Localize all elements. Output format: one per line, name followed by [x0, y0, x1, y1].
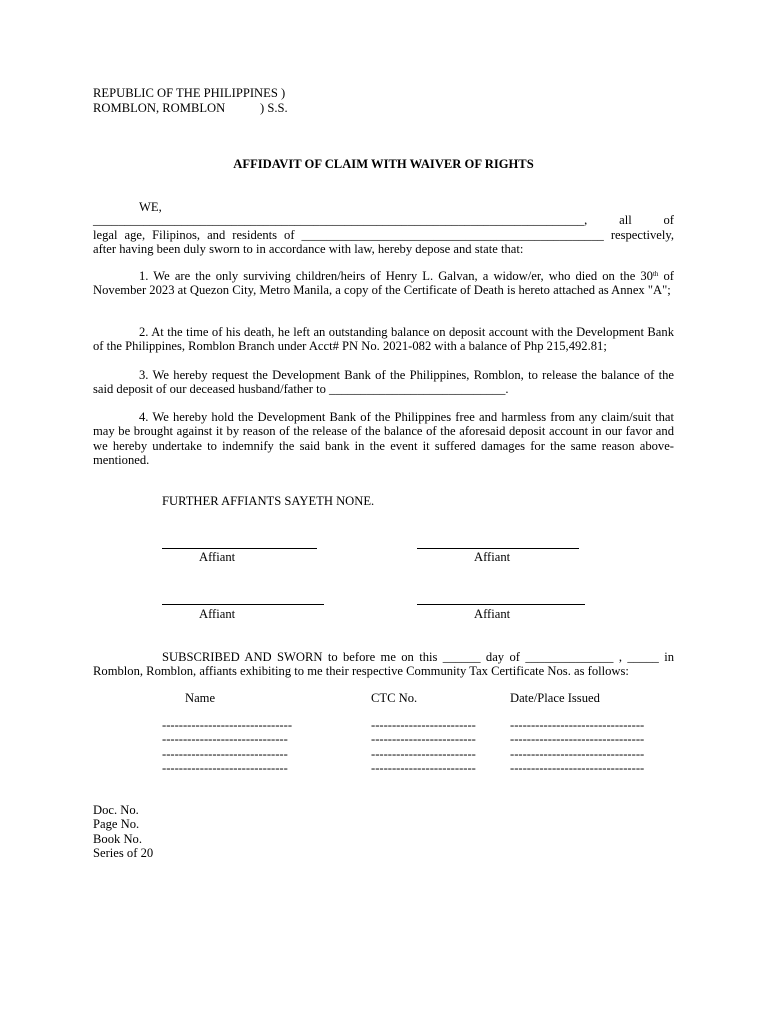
paragraph-2: 2. At the time of his death, he left an outstanding balance on deposit account with the Development Bank of the Philippines, Romblon Branch under Acct# PN No. 2021-082 with a balance of Php 215,492.81;: [93, 325, 674, 354]
ctc-header-ctc-no: CTC No.: [371, 691, 418, 705]
subscribed-line-2: Romblon, Romblon, affiants exhibiting to me their respective Community Tax Certificate Nos. as follows:: [93, 664, 629, 678]
table-row-2-date: --------------------------------: [510, 732, 645, 746]
notary-series: Series of 20: [93, 846, 154, 860]
paragraph-3: 3. We hereby request the Development Bank of the Philippines, Romblon, to release the balance of the said deposit of our deceased husband/father to ____________________________.: [93, 368, 674, 397]
table-row-4-name: ------------------------------: [162, 761, 288, 775]
table-row-3-ctc: -------------------------: [371, 747, 476, 761]
table-row-2-ctc: -------------------------: [371, 732, 476, 746]
table-row-2-name: ------------------------------: [162, 732, 288, 746]
intro-sworn-line: after having been duly sworn to in accordance with law, hereby depose and state that:: [93, 242, 524, 256]
intro-we: WE,: [139, 200, 162, 214]
table-row-3-name: ------------------------------: [162, 747, 288, 761]
table-row-4-ctc: -------------------------: [371, 761, 476, 775]
notary-doc-no: Doc. No.: [93, 803, 139, 817]
table-row-1-date: --------------------------------: [510, 718, 645, 732]
table-row-1-ctc: -------------------------: [371, 718, 476, 732]
ctc-header-date-place: Date/Place Issued: [510, 691, 600, 705]
affiant-signature-line-2: [417, 548, 579, 549]
affiant-signature-line-4: [417, 604, 585, 605]
ctc-header-name: Name: [185, 691, 216, 705]
paragraph-4: 4. We hereby hold the Development Bank of the Philippines free and harmless from any claim/suit that may be brought against it by reason of the release of the balance of the aforesaid deposit account in our favor and we hereby undertake to indemnify the said bank in the event it suffered damages for the same reason above-mentioned.: [93, 410, 674, 468]
table-row-4-date: --------------------------------: [510, 761, 645, 775]
further-affiants: FURTHER AFFIANTS SAYETH NONE.: [162, 494, 375, 508]
header-ss: ) S.S.: [260, 101, 288, 115]
affiant-label-4: Affiant: [474, 607, 511, 621]
affiant-label-2: Affiant: [474, 550, 511, 564]
header-republic: REPUBLIC OF THE PHILIPPINES ): [93, 86, 286, 100]
table-row-1-name: -------------------------------: [162, 718, 293, 732]
notary-book-no: Book No.: [93, 832, 142, 846]
intro-names-line: ______________________________________________________________________________, all of: [93, 213, 674, 227]
notary-page-no: Page No.: [93, 817, 140, 831]
affiant-signature-line-1: [162, 548, 317, 549]
intro-residence-line: legal age, Filipinos, and residents of ________________________________________________ respectively,: [93, 228, 674, 242]
affidavit-page: [93, 0, 674, 1024]
paragraph-1: 1. We are the only surviving children/heirs of Henry L. Galvan, a widow/er, who died on the 30th of November 2023 at Quezon City, Metro Manila, a copy of the Certificate of Death is hereto attached as Annex "A";: [93, 269, 674, 298]
affiant-signature-line-3: [162, 604, 324, 605]
document-title: AFFIDAVIT OF CLAIM WITH WAIVER OF RIGHTS: [233, 157, 534, 171]
affiant-label-3: Affiant: [199, 607, 236, 621]
affiant-label-1: Affiant: [199, 550, 236, 564]
table-row-3-date: --------------------------------: [510, 747, 645, 761]
subscribed-line-1: SUBSCRIBED AND SWORN to before me on this ______ day of ______________ , _____ in: [162, 650, 674, 664]
header-romblon: ROMBLON, ROMBLON: [93, 101, 226, 115]
